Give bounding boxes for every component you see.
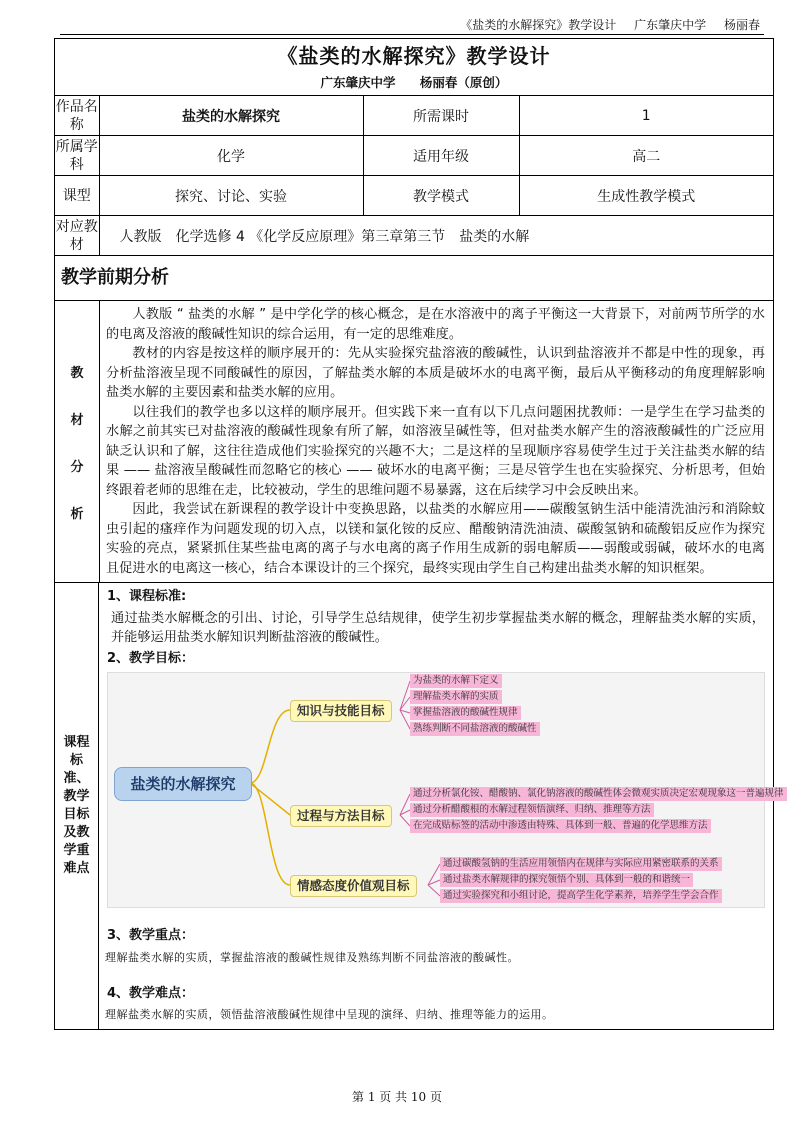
objectives-heading: 2、教学目标：: [107, 650, 195, 666]
goals-row: [55, 583, 784, 1029]
analysis-side-label: 教 材 分 析: [55, 301, 100, 582]
header-rule: [60, 34, 764, 35]
mindmap-branch-attitude: 情感态度价值观目标: [290, 875, 417, 897]
mindmap-leaf: 为盐类的水解下定义: [410, 674, 502, 688]
difficulty-heading: 4、教学难点：: [107, 985, 195, 1001]
work-value: 盐类的水解探究: [99, 96, 363, 136]
analysis-paragraph: 以往我们的教学也多以这样的顺序展开。但实践下来一直有以下几点问题困扰教师：一是学生在学习盐类的水解之前其实已对盐溶液的酸碱性现象有所了解，如溶液呈碱性等，但对盐类水解产生的溶液酸碱性的广泛应用缺乏认识和了解，这往往造成他们实验探究的兴趣不大；二是这样的呈现顺序容易使学生过于关注盐类水解的结果 —— 盐溶液呈酸碱性而忽略它的核心 —— 破坏水的电离平衡；三是尽管学生也在实验探究、分析思考，但始终跟着老师的思维在走，比较被动，学生的思维问题不易暴露，这在后续学习中会反映出来。: [106, 404, 765, 498]
mode-value: 生成性教学模式: [519, 176, 773, 216]
table-row: [55, 176, 773, 216]
analysis-paragraph: 人教版 “ 盐类的水解 ” 是中学化学的核心概念，是在水溶液中的离子平衡这一大背景下，对前两节所学的水的电离及溶液的酸碱性知识的综合运用，有一定的思维难度。: [106, 307, 765, 342]
key-points-heading: 3、教学重点：: [107, 928, 195, 943]
subtitle-author: 杨丽春（原创）: [419, 75, 508, 90]
subject-value: 化学: [99, 136, 363, 176]
info-table: [55, 96, 773, 256]
mindmap-root: 盐类的水解探究: [114, 767, 252, 801]
mindmap-diagram: [107, 672, 784, 908]
mode-label: 教学模式: [363, 176, 519, 216]
goals-content: [99, 583, 784, 1029]
standard-heading: 1、课程标准:: [107, 589, 187, 604]
mindmap-branch-process: 过程与方法目标: [290, 805, 392, 827]
mindmap-leaf: 掌握盐溶液的酸碱性规律: [410, 706, 521, 720]
table-row: [55, 136, 773, 176]
subtitle-school: 广东肇庆中学: [320, 75, 396, 90]
mindmap-leaf: 理解盐类水解的实质: [410, 690, 502, 704]
table-row: [55, 96, 773, 136]
mindmap-leaf: 通过盐类水解规律的探究领悟个别、具体到一般的和谐统一: [440, 873, 693, 887]
table-row: [55, 216, 773, 256]
difficulty-text: 理解盐类水解的实质，领悟盐溶液酸碱性规律中呈现的演绎、归纳、推理等能力的运用。: [105, 1008, 554, 1021]
analysis-paragraph: 教材的内容是按这样的顺序展开的：先从实验探究盐溶液的酸碱性，认识到盐溶液并不都是中性的现象，再分析盐溶液呈现不同酸碱性的原因，了解盐类水解的本质是破坏水的电离平衡，最后从平衡移动的角度理解影响盐类水解的主要因素和盐类水解的应用。: [106, 346, 765, 400]
grade-label: 适用年级: [363, 136, 519, 176]
connector: [250, 710, 290, 783]
section-title: 教学前期分析: [55, 256, 773, 301]
grade-value: 高二: [519, 136, 773, 176]
header-author: 杨丽春: [723, 18, 760, 32]
mindmap-branch-knowledge: 知识与技能目标: [290, 700, 392, 722]
mindmap-leaf: 通过实验探究和小组讨论，提高学生化学素养，培养学生学会合作: [440, 889, 722, 903]
hours-label: 所需课时: [363, 96, 519, 136]
connector: [400, 697, 410, 710]
connector: [428, 864, 440, 885]
mindmap-leaf: 通过分析氯化铵、醋酸钠、氯化钠溶液的酸碱性体会微观实质决定宏观现象这一普遍规律: [410, 787, 787, 801]
header-doc-title: 《盐类的水解探究》教学设计: [460, 18, 617, 32]
mindmap-leaf: 熟练判断不同盐溶液的酸碱性: [410, 722, 540, 736]
type-value: 探究、讨论、实验: [99, 176, 363, 216]
key-points-text: 理解盐类水解的实质，掌握盐溶液的酸碱性规律及熟练判断不同盐溶液的酸碱性。: [105, 950, 519, 964]
goals-side-label: 课程标准、教学目标及教学重难点: [55, 583, 99, 1029]
textbook-value: 人教版 化学选修 4 《化学反应原理》第三章第三节 盐类的水解: [99, 216, 773, 256]
subject-label: 所属学科: [55, 136, 99, 176]
standard-text: 通过盐类水解概念的引出、讨论，引导学生总结规律，使学生初步掌握盐类水解的概念，理解盐类水解的实质，并能够运用盐类水解知识判断盐溶液的酸碱性。: [111, 610, 765, 645]
analysis-paragraph: 因此，我尝试在新课程的教学设计中变换思路，以盐类的水解应用——碳酸氢钠生活中能清洗油污和消除蚊虫引起的瘙痒作为问题发现的切入点，以镁和氯化铵的反应、醋酸钠清洗油渍、碳酸氢钠和硫酸铝反应作为探究实验的亮点，紧紧抓住某些盐电离的离子与水电离的离子作用生成新的弱电解质——弱酸或弱碱，破坏水的电离且促进水的电离这一核心，结合本课设计的三个探究，最终实现由学生自己构建出盐类水解的知识框架。: [106, 502, 765, 576]
header-school: 广东肇庆中学: [634, 18, 707, 32]
page-footer: 第 1 页 共 10 页: [352, 1090, 442, 1104]
mindmap-leaf: 在完成贴标签的活动中渗透由特殊、具体到一般、普遍的化学思维方法: [410, 819, 711, 833]
analysis-content: [100, 301, 773, 582]
connector: [400, 794, 410, 815]
analysis-row: [55, 301, 773, 583]
type-label: 课型: [55, 176, 99, 216]
connector: [400, 815, 410, 826]
hours-value: 1: [519, 96, 773, 136]
work-label: 作品名称: [55, 96, 99, 136]
mindmap-leaf: 通过碳酸氢钠的生活应用领悟内在规律与实际应用紧密联系的关系: [440, 857, 722, 871]
mindmap-leaf: 通过分析醋酸根的水解过程领悟演绎、归纳、推理等方法: [410, 803, 654, 817]
document-title: 《盐类的水解探究》教学设计: [277, 44, 551, 68]
document-table: [54, 38, 784, 1030]
page-header: [0, 16, 794, 36]
connector: [428, 885, 440, 896]
connector: [400, 681, 410, 710]
textbook-label: 对应教材: [55, 216, 99, 256]
document-subtitle: [55, 73, 773, 96]
